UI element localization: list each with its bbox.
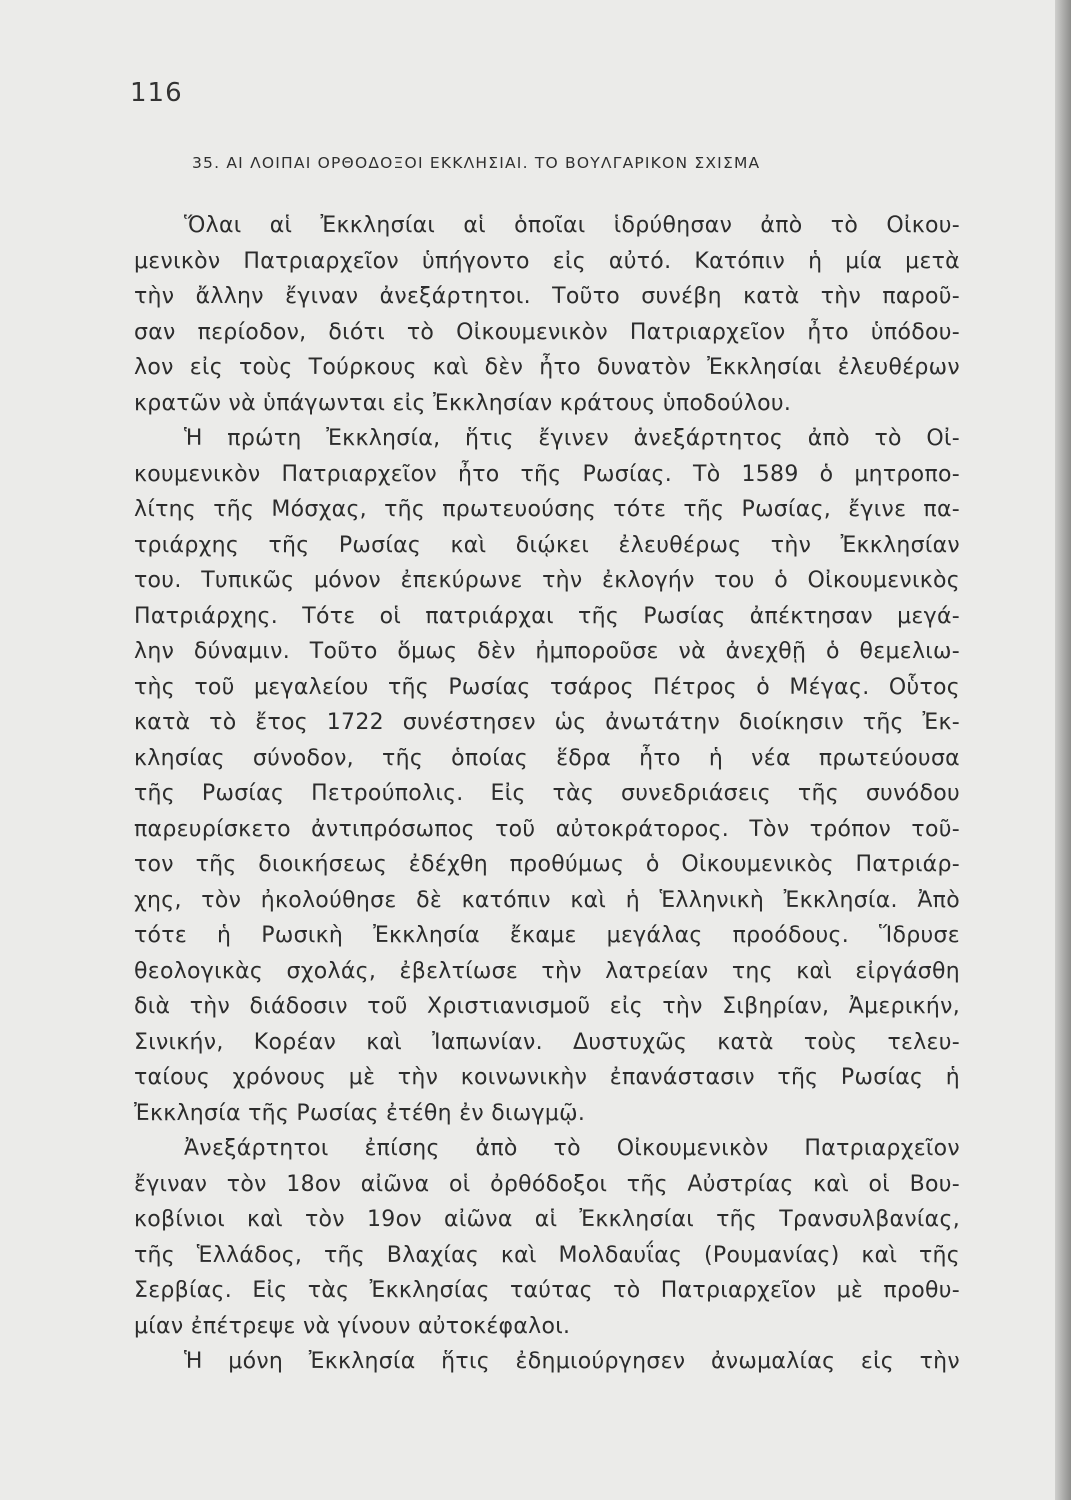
text-line: χης, τὸν ἠκολούθησε δὲ κατόπιν καὶ ἡ Ἑλληνικὴ Ἐκκλησία. Ἀπὸ bbox=[134, 887, 960, 913]
text-line: του. Τυπικῶς μόνον ἐπεκύρωνε τὴν ἐκλογήν του ὁ Οἰκουμενικὸς bbox=[134, 568, 960, 593]
text-line: Ἡ πρώτη Ἐκκλησία, ἥτις ἔγινεν ἀνεξάρτητος ἀπὸ τὸ Οἰ- bbox=[184, 426, 960, 451]
text-line: Ἡ μόνη Ἐκκλησία ἥτις ἐδημιούργησεν ἀνωμαλίας εἰς τὴν bbox=[184, 1349, 960, 1374]
page-edge-shadow bbox=[1055, 0, 1071, 1500]
text-line: κατὰ τὸ ἔτος 1722 συνέστησεν ὡς ἀνωτάτην διοίκησιν τῆς Ἐκ- bbox=[134, 710, 960, 735]
body-text bbox=[134, 208, 960, 1380]
text-line: μενικὸν Πατριαρχεῖον ὑπήγοντο εἰς αὐτό. Κατόπιν ἡ μία μετὰ bbox=[134, 248, 960, 274]
text-line: κρατῶν νὰ ὑπάγωνται εἰς Ἐκκλησίαν κράτους ὑποδούλου. bbox=[134, 390, 792, 416]
text-line: Σινικήν, Κορέαν καὶ Ἰαπωνίαν. Δυστυχῶς κατὰ τοὺς τελευ- bbox=[134, 1029, 960, 1055]
text-line: τῆς Ἑλλάδος, τῆς Βλαχίας καὶ Μολδαυΐας (Ρουμανίας) καὶ τῆς bbox=[134, 1242, 960, 1268]
text-line: Ἐκκλησία τῆς Ρωσίας ἐτέθη ἐν διωγμῷ. bbox=[134, 1100, 586, 1126]
text-line: σαν περίοδον, διότι τὸ Οἰκουμενικὸν Πατριαρχεῖον ἦτο ὑπόδου- bbox=[134, 319, 960, 345]
text-line: κουμενικὸν Πατριαρχεῖον ἦτο τῆς Ρωσίας. Τὸ 1589 ὁ μητροπο- bbox=[134, 461, 960, 487]
text-line: θεολογικὰς σχολάς, ἐβελτίωσε τὴν λατρείαν της καὶ εἰργάσθη bbox=[134, 958, 960, 984]
text-line: τριάρχης τῆς Ρωσίας καὶ διῴκει ἐλευθέρως τὴν Ἐκκλησίαν bbox=[134, 532, 960, 558]
text-line: λίτης τῆς Μόσχας, τῆς πρωτευούσης τότε τῆς Ρωσίας, ἔγινε πα- bbox=[134, 497, 960, 522]
text-line: τότε ἡ Ρωσικὴ Ἐκκλησία ἔκαμε μεγάλας προόδους. Ἵδρυσε bbox=[134, 923, 960, 948]
text-line: Ὅλαι αἱ Ἐκκλησίαι αἱ ὁποῖαι ἱδρύθησαν ἀπὸ τὸ Οἰκου- bbox=[184, 213, 960, 238]
text-line: τὴς τοῦ μεγαλείου τῆς Ρωσίας τσάρος Πέτρος ὁ Μέγας. Οὗτος bbox=[134, 674, 960, 700]
text-line: Πατριάρχης. Τότε οἱ πατριάρχαι τῆς Ρωσίας ἀπέκτησαν μεγά- bbox=[134, 603, 960, 629]
text-line: μίαν ἐπέτρεψε νὰ γίνουν αὐτοκέφαλοι. bbox=[134, 1313, 571, 1339]
text-line: Σερβίας. Εἰς τὰς Ἐκκλησίας ταύτας τὸ Πατριαρχεῖον μὲ προθυ- bbox=[134, 1278, 960, 1303]
text-line: ἔγιναν τὸν 18ον αἰῶνα οἱ ὀρθόδοξοι τῆς Αὐστρίας καὶ οἱ Βου- bbox=[134, 1171, 960, 1197]
text-line: τῆς Ρωσίας Πετρούπολις. Εἰς τὰς συνεδριάσεις τῆς συνόδου bbox=[134, 781, 960, 806]
text-line: παρευρίσκετο ἀντιπρόσωπος τοῦ αὐτοκράτορος. Τὸν τρόπον τοῦ- bbox=[134, 816, 960, 842]
text-line: λην δύναμιν. Τοῦτο ὅμως δὲν ἠμποροῦσε νὰ ἀνεχθῇ ὁ θεμελιω- bbox=[134, 639, 960, 664]
text-line: λον εἰς τοὺς Τούρκους καὶ δὲν ἦτο δυνατὸν Ἐκκλησίαι ἐλευθέρων bbox=[134, 355, 960, 380]
text-line: διὰ τὴν διάδοσιν τοῦ Χριστιανισμοῦ εἰς τὴν Σιβηρίαν, Ἀμερικήν, bbox=[134, 994, 960, 1019]
text-line: Ἀνεξάρτητοι ἐπίσης ἀπὸ τὸ Οἰκουμενικὸν Πατριαρχεῖον bbox=[184, 1136, 960, 1161]
page-number: 116 bbox=[130, 78, 183, 108]
section-heading: 35. ΑΙ ΛΟΙΠΑΙ ΟΡΘΟΔΟΞΟΙ ΕΚΚΛΗΣΙΑΙ. ΤΟ ΒΟΥΛΓΑΡΙΚΟΝ ΣΧΙΣΜΑ bbox=[192, 154, 761, 172]
text-line: κλησίας σύνοδον, τῆς ὁποίας ἕδρα ἦτο ἡ νέα πρωτεύουσα bbox=[134, 745, 960, 771]
text-line: ταίους χρόνους μὲ τὴν κοινωνικὴν ἐπανάστασιν τῆς Ρωσίας ἡ bbox=[134, 1065, 960, 1090]
text-line: τον τῆς διοικήσεως ἐδέχθη προθύμως ὁ Οἰκουμενικὸς Πατριάρ- bbox=[134, 852, 960, 877]
text-line: κοβίνιοι καὶ τὸν 19ον αἰῶνα αἱ Ἐκκλησίαι τῆς Τρανσυλβανίας, bbox=[134, 1207, 960, 1232]
text-line: τὴν ἄλλην ἔγιναν ἀνεξάρτητοι. Τοῦτο συνέβη κατὰ τὴν παροῦ- bbox=[134, 284, 960, 309]
